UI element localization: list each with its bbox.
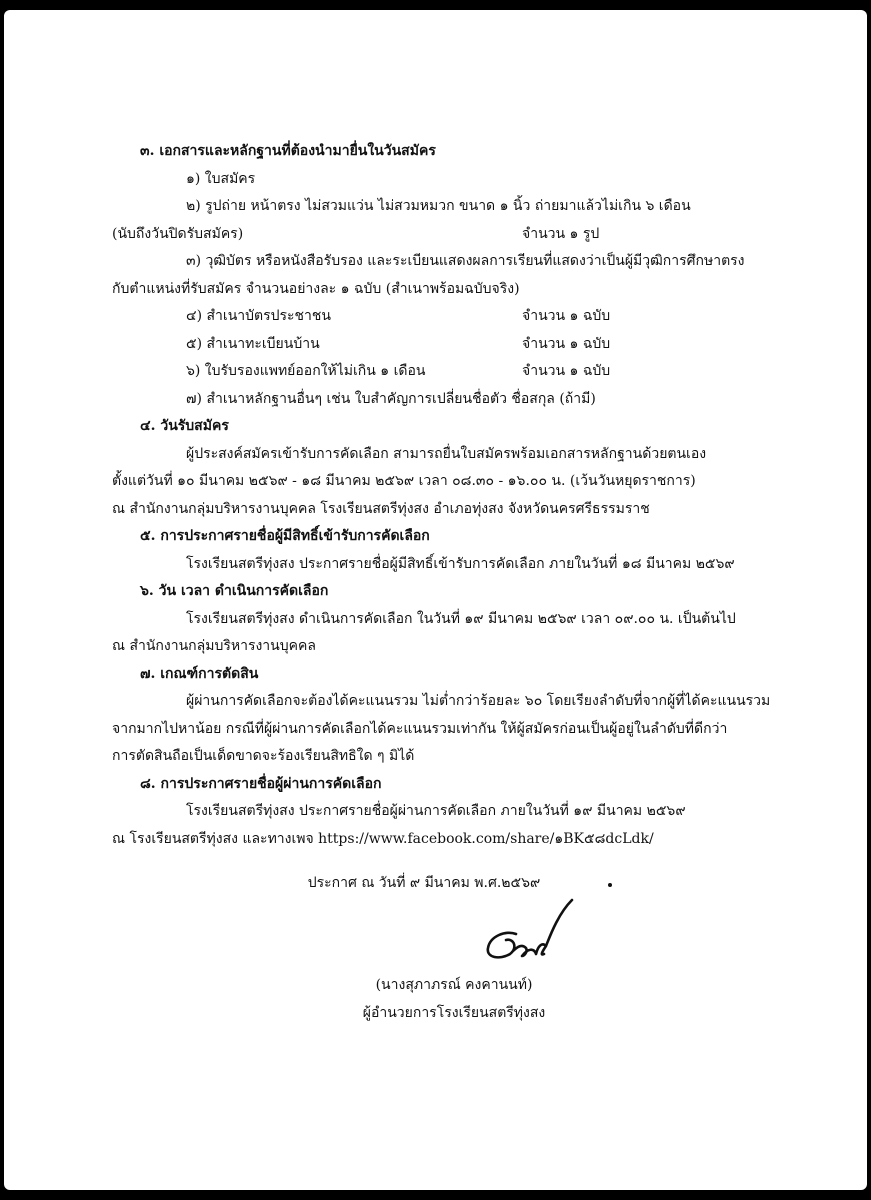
signer-title: ผู้อำนวยการโรงเรียนสตรีทุ่งสง <box>362 1004 546 1021</box>
section-3-item-6 <box>112 358 792 386</box>
section-3-item-4-quantity: จำนวน ๑ ฉบับ <box>522 308 611 324</box>
section-3-item-5-quantity: จำนวน ๑ ฉบับ <box>522 335 611 352</box>
section-4-heading: ๔. วันรับสมัคร <box>140 418 229 434</box>
announcement-date: ประกาศ ณ วันที่ ๙ มีนาคม พ.ศ.๒๕๖๙ <box>307 875 541 891</box>
section-6-line-1: โรงเรียนสตรีทุ่งสง ดำเนินการคัดเลือก ในวันที่ ๑๙ มีนาคม ๒๕๖๙ เวลา ๐๙.๐๐ น. เป็นต้นไป <box>186 610 736 627</box>
section-8-line-2: ณ โรงเรียนสตรีทุ่งสง และทางเพจ https://www.facebook.com/share/๑BK๕๘dcLdk/ <box>112 830 654 847</box>
ink-dot <box>608 883 612 887</box>
section-3-item-2-note: (นับถึงวันปิดรับสมัคร) <box>112 225 244 242</box>
section-3-item-6-label: ๖) ใบรับรองแพทย์ออกให้ไม่เกิน ๑ เดือน <box>186 363 426 379</box>
section-3-item-3-line-1: ๓) วุฒิบัตร หรือหนังสือรับรอง และระเบียนแสดงผลการเรียนที่แสดงว่าเป็นผู้มีวุฒิการศึกษาตรง <box>186 253 745 269</box>
section-6-heading: ๖. วัน เวลา ดำเนินการคัดเลือก <box>140 583 329 599</box>
section-3-item-2-quantity: จำนวน ๑ รูป <box>522 225 600 242</box>
section-3-item-7: ๗) สำเนาหลักฐานอื่นๆ เช่น ใบสำคัญการเปลี่ยนชื่อตัว ชื่อสกุล (ถ้ามี) <box>186 390 596 407</box>
section-4-line-1: ผู้ประสงค์สมัครเข้ารับการคัดเลือก สามารถยื่นใบสมัครพร้อมเอกสารหลักฐานด้วยตนเอง <box>186 445 707 462</box>
section-3-item-4-label: ๔) สำเนาบัตรประชาชน <box>186 308 331 324</box>
section-3-item-2-line-2 <box>112 221 792 249</box>
section-3-heading: ๓. เอกสารและหลักฐานที่ต้องนำมายื่นในวันสมัคร <box>140 143 436 159</box>
section-3-item-4 <box>112 303 792 331</box>
section-7-line-3: การตัดสินถือเป็นเด็ดขาดจะร้องเรียนสิทธิใด ๆ มิได้ <box>112 748 415 764</box>
section-7-line-2: จากมากไปหาน้อย กรณีที่ผู้ผ่านการคัดเลือกได้คะแนนรวมเท่ากัน ให้ผู้สมัครก่อนเป็นผู้อยู่ในลำดับที่ดีกว่า <box>112 720 728 737</box>
section-3-item-5 <box>112 331 792 359</box>
section-3-item-6-quantity: จำนวน ๑ ฉบับ <box>522 363 611 379</box>
section-6-line-2: ณ สำนักงานกลุ่มบริหารงานบุคคล <box>112 638 316 654</box>
section-4-line-2: ตั้งแต่วันที่ ๑๐ มีนาคม ๒๕๖๙ - ๑๘ มีนาคม ๒๕๖๙ เวลา ๐๘.๓๐ - ๑๖.๐๐ น. (เว้นวันหยุดราชการ) <box>112 473 696 489</box>
section-3-item-5-label: ๕) สำเนาทะเบียนบ้าน <box>186 335 320 352</box>
section-7-heading: ๗. เกณฑ์การตัดสิน <box>140 665 259 682</box>
section-5-heading: ๕. การประกาศรายชื่อผู้มีสิทธิ์เข้ารับการคัดเลือก <box>140 528 430 544</box>
handwritten-signature <box>476 890 586 970</box>
section-5-line-1: โรงเรียนสตรีทุ่งสง ประกาศรายชื่อผู้มีสิทธิ์เข้ารับการคัดเลือก ภายในวันที่ ๑๘ มีนาคม ๒๕๖๙ <box>186 555 735 572</box>
section-8-heading: ๘. การประกาศรายชื่อผู้ผ่านการคัดเลือก <box>140 775 382 792</box>
section-3-item-2-line-1: ๒) รูปถ่าย หน้าตรง ไม่สวมแว่น ไม่สวมหมวก ขนาด ๑ นิ้ว ถ่ายมาแล้วไม่เกิน ๖ เดือน <box>186 198 691 214</box>
section-7-line-1: ผู้ผ่านการคัดเลือกจะต้องได้คะแนนรวม ไม่ต่ำกว่าร้อยละ ๖๐ โดยเรียงลำดับที่จากผู้ที่ได้คะแนนรวม <box>186 693 771 709</box>
section-8-line-1: โรงเรียนสตรีทุ่งสง ประกาศรายชื่อผู้ผ่านการคัดเลือก ภายในวันที่ ๑๙ มีนาคม ๒๕๖๙ <box>186 803 686 819</box>
signatory <box>304 972 604 1027</box>
signer-name: (นางสุภาภรณ์ คงคานนท์) <box>375 977 533 993</box>
document-body <box>112 138 792 853</box>
section-3-item-3-line-2: กับตำแหน่งที่รับสมัคร จำนวนอย่างละ ๑ ฉบับ (สำเนาพร้อมฉบับจริง) <box>112 280 520 297</box>
section-4-line-3: ณ สำนักงานกลุ่มบริหารงานบุคคล โรงเรียนสตรีทุ่งสง อำเภอทุ่งสง จังหวัดนครศรีธรรมราช <box>112 500 650 517</box>
document-page <box>4 10 867 1190</box>
section-3-item-1: ๑) ใบสมัคร <box>186 170 256 187</box>
